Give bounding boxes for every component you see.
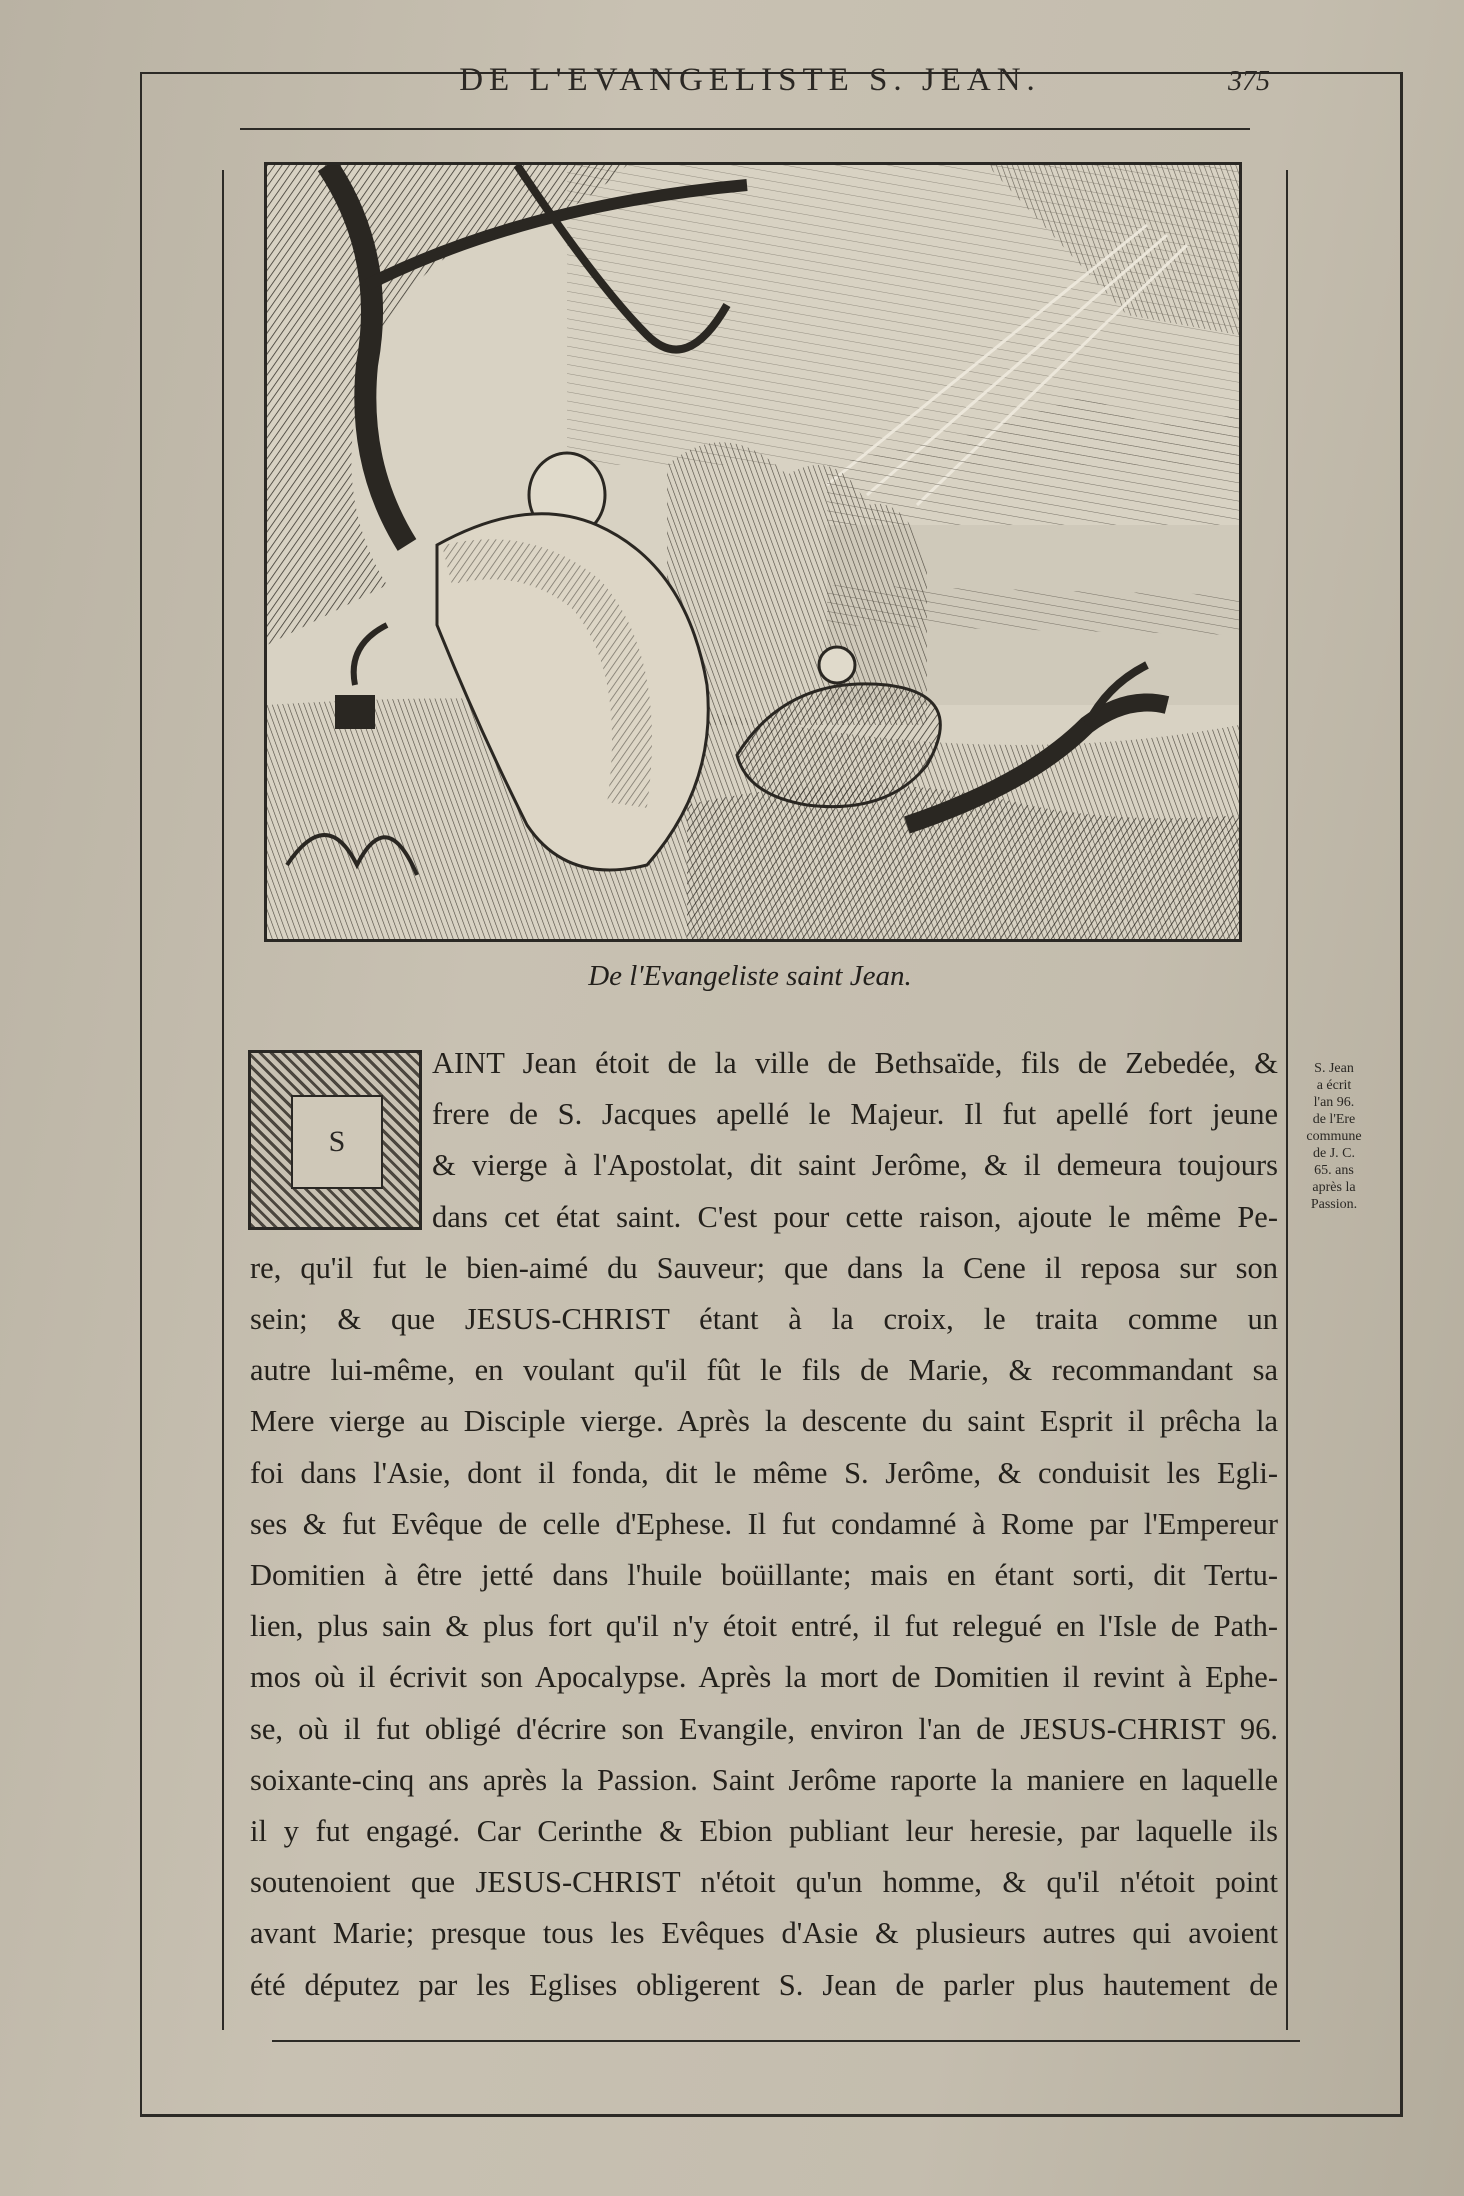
body-text-line: AINT Jean étoit de la ville de Bethsaïde, fils de Zebedée, & (432, 1046, 1278, 1080)
body-text-line: autre lui-même, en voulant qu'il fût le fils de Marie, & recommandant sa (250, 1353, 1278, 1388)
body-text-line: avant Marie; presque tous les Evêques d'Asie & plusieurs autres qui avoient (250, 1916, 1278, 1951)
body-text-line: été députez par les Eglises obligerent S. Jean de parler plus hautement de (250, 1967, 1278, 2002)
body-text-line: ses & fut Evêque de celle d'Ephese. Il fut condamné à Rome par l'Empereur (250, 1506, 1278, 1541)
body-text-line: frere de S. Jacques apellé le Majeur. Il fut apellé fort jeune (432, 1097, 1278, 1132)
bottom-rule (272, 2040, 1300, 2042)
illustration-caption: De l'Evangeliste saint Jean. (588, 960, 912, 992)
margin-note-line: l'an 96. (1313, 1095, 1355, 1110)
body-text-line: il y fut engagé. Car Cerinthe & Ebion publiant leur heresie, par laquelle ils (250, 1814, 1278, 1848)
engraving-illustration (264, 162, 1242, 942)
header-rule (240, 128, 1250, 130)
margin-note-line: 65. ans (1314, 1163, 1354, 1178)
body-text-line: Domitien à être jetté dans l'huile boüillante; mais en étant sorti, dit Tertu- (250, 1558, 1278, 1592)
body-text-line: se, où il fut obligé d'écrire son Evangile, environ l'an de JESUS-CHRIST 96. (250, 1711, 1278, 1746)
margin-note-line: après la (1312, 1180, 1356, 1195)
margin-note-line: a écrit (1316, 1078, 1352, 1093)
margin-note (1296, 1060, 1372, 1213)
body-text-line: re, qu'il fut le bien-aimé du Sauveur; que dans la Cene il reposa sur son (250, 1250, 1278, 1285)
body-text-line: Mere vierge au Disciple vierge. Après la descente du saint Esprit il prêcha la (250, 1404, 1278, 1439)
body-text-line: soutenoient que JESUS-CHRIST n'étoit qu'un homme, & qu'il n'étoit point (250, 1865, 1278, 1900)
margin-note-line: commune (1306, 1129, 1362, 1144)
body-text-line: mos où il écrivit son Apocalypse. Après la mort de Domitien il revint à Ephe- (250, 1660, 1278, 1695)
body-text-line: lien, plus sain & plus fort qu'il n'y étoit entré, il fut relegué en l'Isle de Path- (250, 1609, 1278, 1644)
drop-cap-letter: S (291, 1095, 383, 1189)
body-text-line: dans cet état saint. C'est pour cette raison, ajoute le même Pe- (432, 1199, 1278, 1234)
margin-note-line: de l'Ere (1312, 1112, 1356, 1127)
decorated-drop-cap (248, 1050, 422, 1230)
margin-note-line: Passion. (1310, 1197, 1358, 1212)
body-text-line: & vierge à l'Apostolat, dit saint Jerôme, & il demeura toujours (432, 1148, 1278, 1183)
body-text-line: sein; & que JESUS-CHRIST étant à la croix, le traita comme un (250, 1302, 1278, 1336)
body-text-line: soixante-cinq ans après la Passion. Saint Jerôme raporte la maniere en laquelle (250, 1762, 1278, 1797)
body-text-line: foi dans l'Asie, dont il fonda, dit le même S. Jerôme, & conduisit les Egli- (250, 1455, 1278, 1490)
margin-note-line: de J. C. (1313, 1146, 1355, 1161)
page-number: 375 (1228, 66, 1270, 97)
running-header: DE L'EVANGELISTE S. JEAN. (459, 62, 1041, 98)
margin-note-line: S. Jean (1314, 1061, 1354, 1076)
